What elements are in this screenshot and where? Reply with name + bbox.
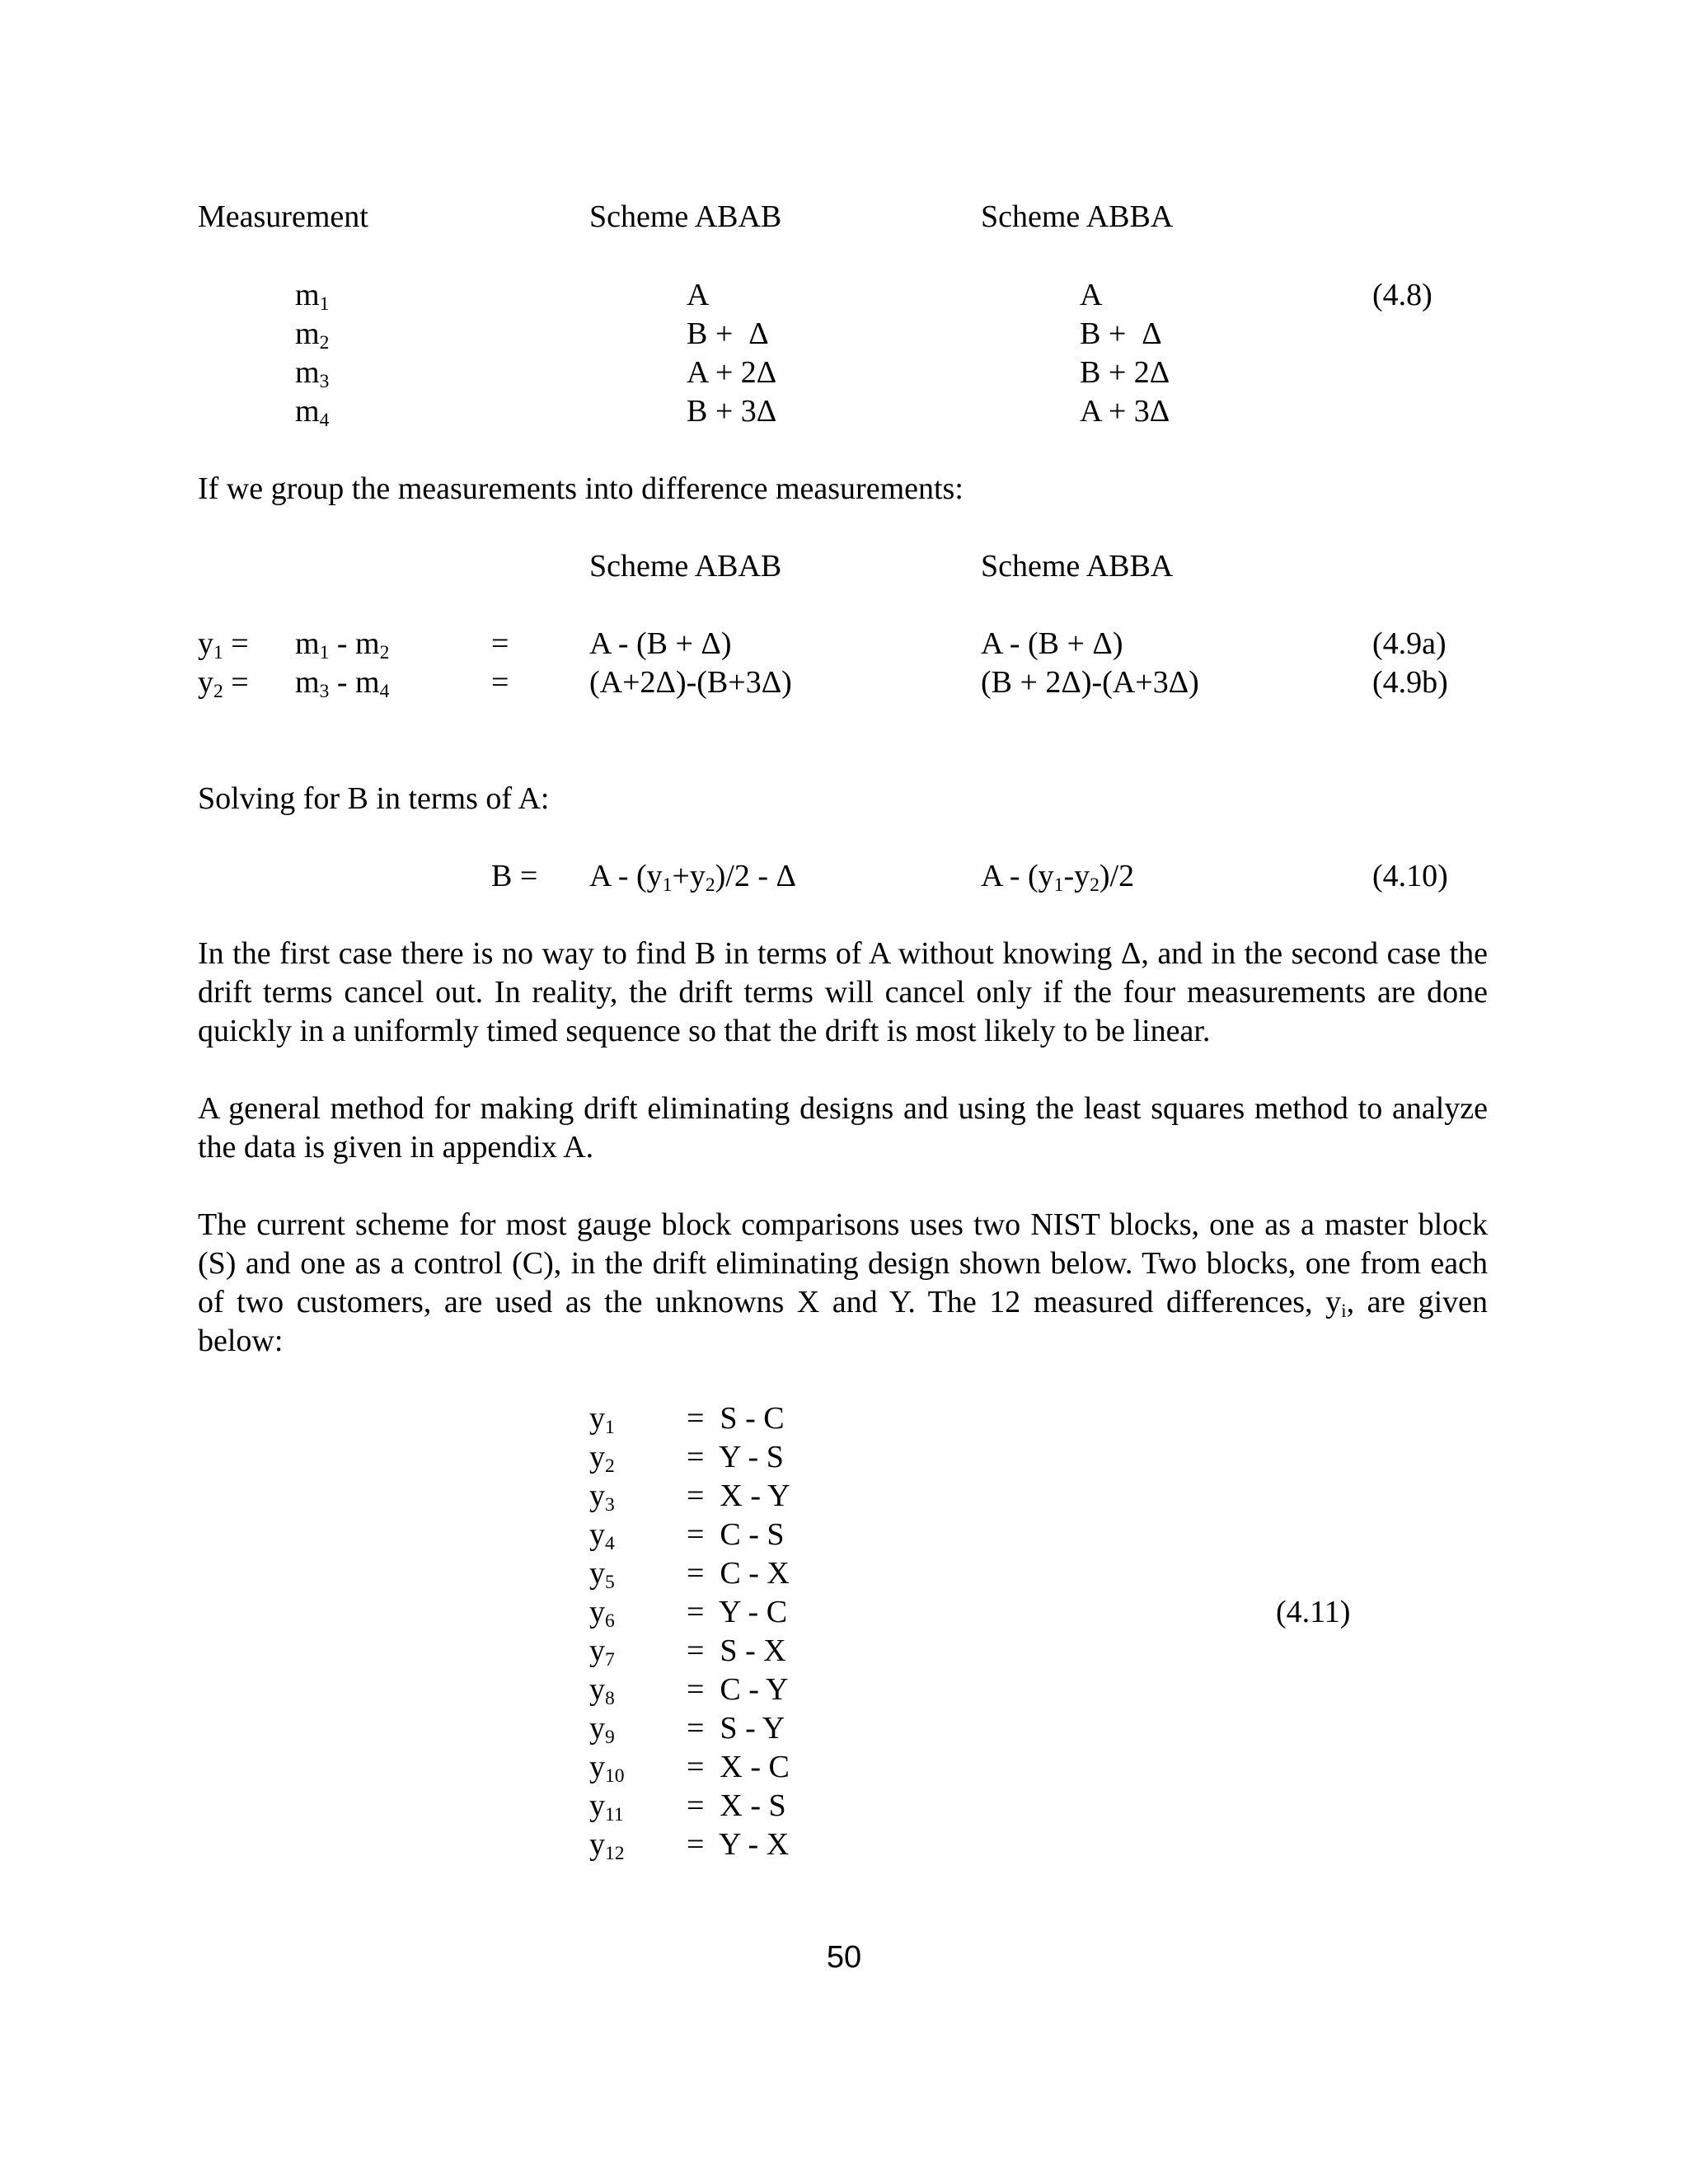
difference-expression: = C - S: [687, 1517, 785, 1552]
abba-solution: A - $(y_1-y_2)/2$: [981, 859, 1135, 896]
equation-number: (4.9b): [1372, 665, 1448, 700]
difference-label: $y_2$ =: [198, 665, 249, 702]
header-scheme-abba: Scheme ABBA: [981, 549, 1174, 583]
difference-expression: = X - S: [687, 1788, 786, 1823]
abab-value: A + 2Δ: [687, 355, 777, 390]
paragraph: If we group the measurements into difference measurements:: [198, 471, 964, 506]
paragraph: The current scheme for most gauge block comparisons uses two NIST blocks, one as a master block (S) and one as a control (C), in the drift eliminating design shown below. Two blocks, one from each of two customers, are used as the unknowns X and Y. The 12 measured differences, $y_i$, are given below:: [198, 1207, 1488, 1358]
equation-number: (4.11): [1276, 1595, 1351, 1629]
measurement-label: $m_4$: [295, 394, 330, 431]
difference-label: $y_3$: [589, 1479, 615, 1516]
difference-label: $y_{11}$: [589, 1788, 624, 1825]
abba-expression: (B + 2Δ)-(A+3Δ): [981, 665, 1199, 700]
paragraph: Solving for B in terms of A:: [198, 781, 550, 816]
measurement-label: $m_3$: [295, 355, 330, 392]
equation-lhs: B =: [491, 859, 538, 893]
abab-value: B + 3Δ: [687, 394, 777, 429]
difference-expression: = Y - S: [687, 1440, 784, 1474]
difference-label: $y_5$: [589, 1556, 615, 1593]
paragraph: In the first case there is no way to find B in terms of A without knowing Δ, and in the second case the drift terms cancel out. In reality, the drift terms will cancel only if the four measurements are done quickly in a uniformly timed sequence so that the drift is most likely to be linear.: [198, 936, 1488, 1048]
difference-label: $y_4$: [589, 1517, 615, 1554]
difference-expression: = C - X: [687, 1556, 790, 1591]
abab-expression: (A+2Δ)-(B+3Δ): [589, 665, 792, 700]
header-scheme-abab: Scheme ABAB: [589, 549, 782, 583]
abba-value: B + Δ: [1080, 316, 1162, 351]
abba-expression: A - (B + Δ): [981, 626, 1123, 661]
abab-expression: A - (B + Δ): [589, 626, 732, 661]
difference-expression: = S - X: [687, 1633, 786, 1668]
header-scheme-abab: Scheme ABAB: [589, 199, 782, 234]
abba-value: A + 3Δ: [1080, 394, 1170, 429]
abab-solution: $A - (y_1+y_2)/2 - \Delta$: [589, 859, 796, 896]
difference-expression: = S - Y: [687, 1711, 785, 1746]
difference-expression: = S - C: [687, 1401, 785, 1436]
equals-sign: =: [491, 665, 509, 700]
difference-label: $y_7$: [589, 1633, 615, 1671]
abba-value: A: [1080, 278, 1103, 312]
equation-number: (4.8): [1372, 278, 1432, 312]
difference-expression: = X - Y: [687, 1479, 790, 1513]
difference-label: $y_9$: [589, 1711, 615, 1748]
difference-expression: = X - C: [687, 1750, 790, 1784]
paragraph: A general method for making drift eliminating designs and using the least squares method to analyze the data is given in appendix A.: [198, 1091, 1488, 1165]
equation-number: (4.9a): [1372, 626, 1447, 661]
difference-expression: = Y - X: [687, 1827, 790, 1862]
equation-number: (4.10): [1372, 859, 1448, 893]
difference-definition: $m_1 - m_2$: [295, 626, 390, 663]
difference-expression: = Y - C: [687, 1595, 788, 1629]
difference-label: $y_1$: [589, 1401, 615, 1438]
measurement-label: $m_1$: [295, 278, 330, 315]
difference-label: $y_{10}$: [589, 1750, 625, 1787]
difference-definition: $m_3 - m_4$: [295, 665, 390, 702]
difference-label: $y_6$: [589, 1595, 615, 1632]
page-number: 50: [826, 1940, 862, 1975]
difference-expression: = C - Y: [687, 1672, 789, 1707]
abba-value: B + 2Δ: [1080, 355, 1170, 390]
abab-value: A: [687, 278, 710, 312]
measurement-label: $m_2$: [295, 316, 330, 354]
difference-label: $y_{12}$: [589, 1827, 625, 1864]
difference-label: $y_2$: [589, 1440, 615, 1477]
abab-value: B + Δ: [687, 316, 769, 351]
difference-label: $y_8$: [589, 1672, 615, 1709]
difference-label: $y_1$ =: [198, 626, 249, 663]
header-scheme-abba: Scheme ABBA: [981, 199, 1174, 234]
equals-sign: =: [491, 626, 509, 661]
header-measurement: Measurement: [198, 199, 368, 234]
